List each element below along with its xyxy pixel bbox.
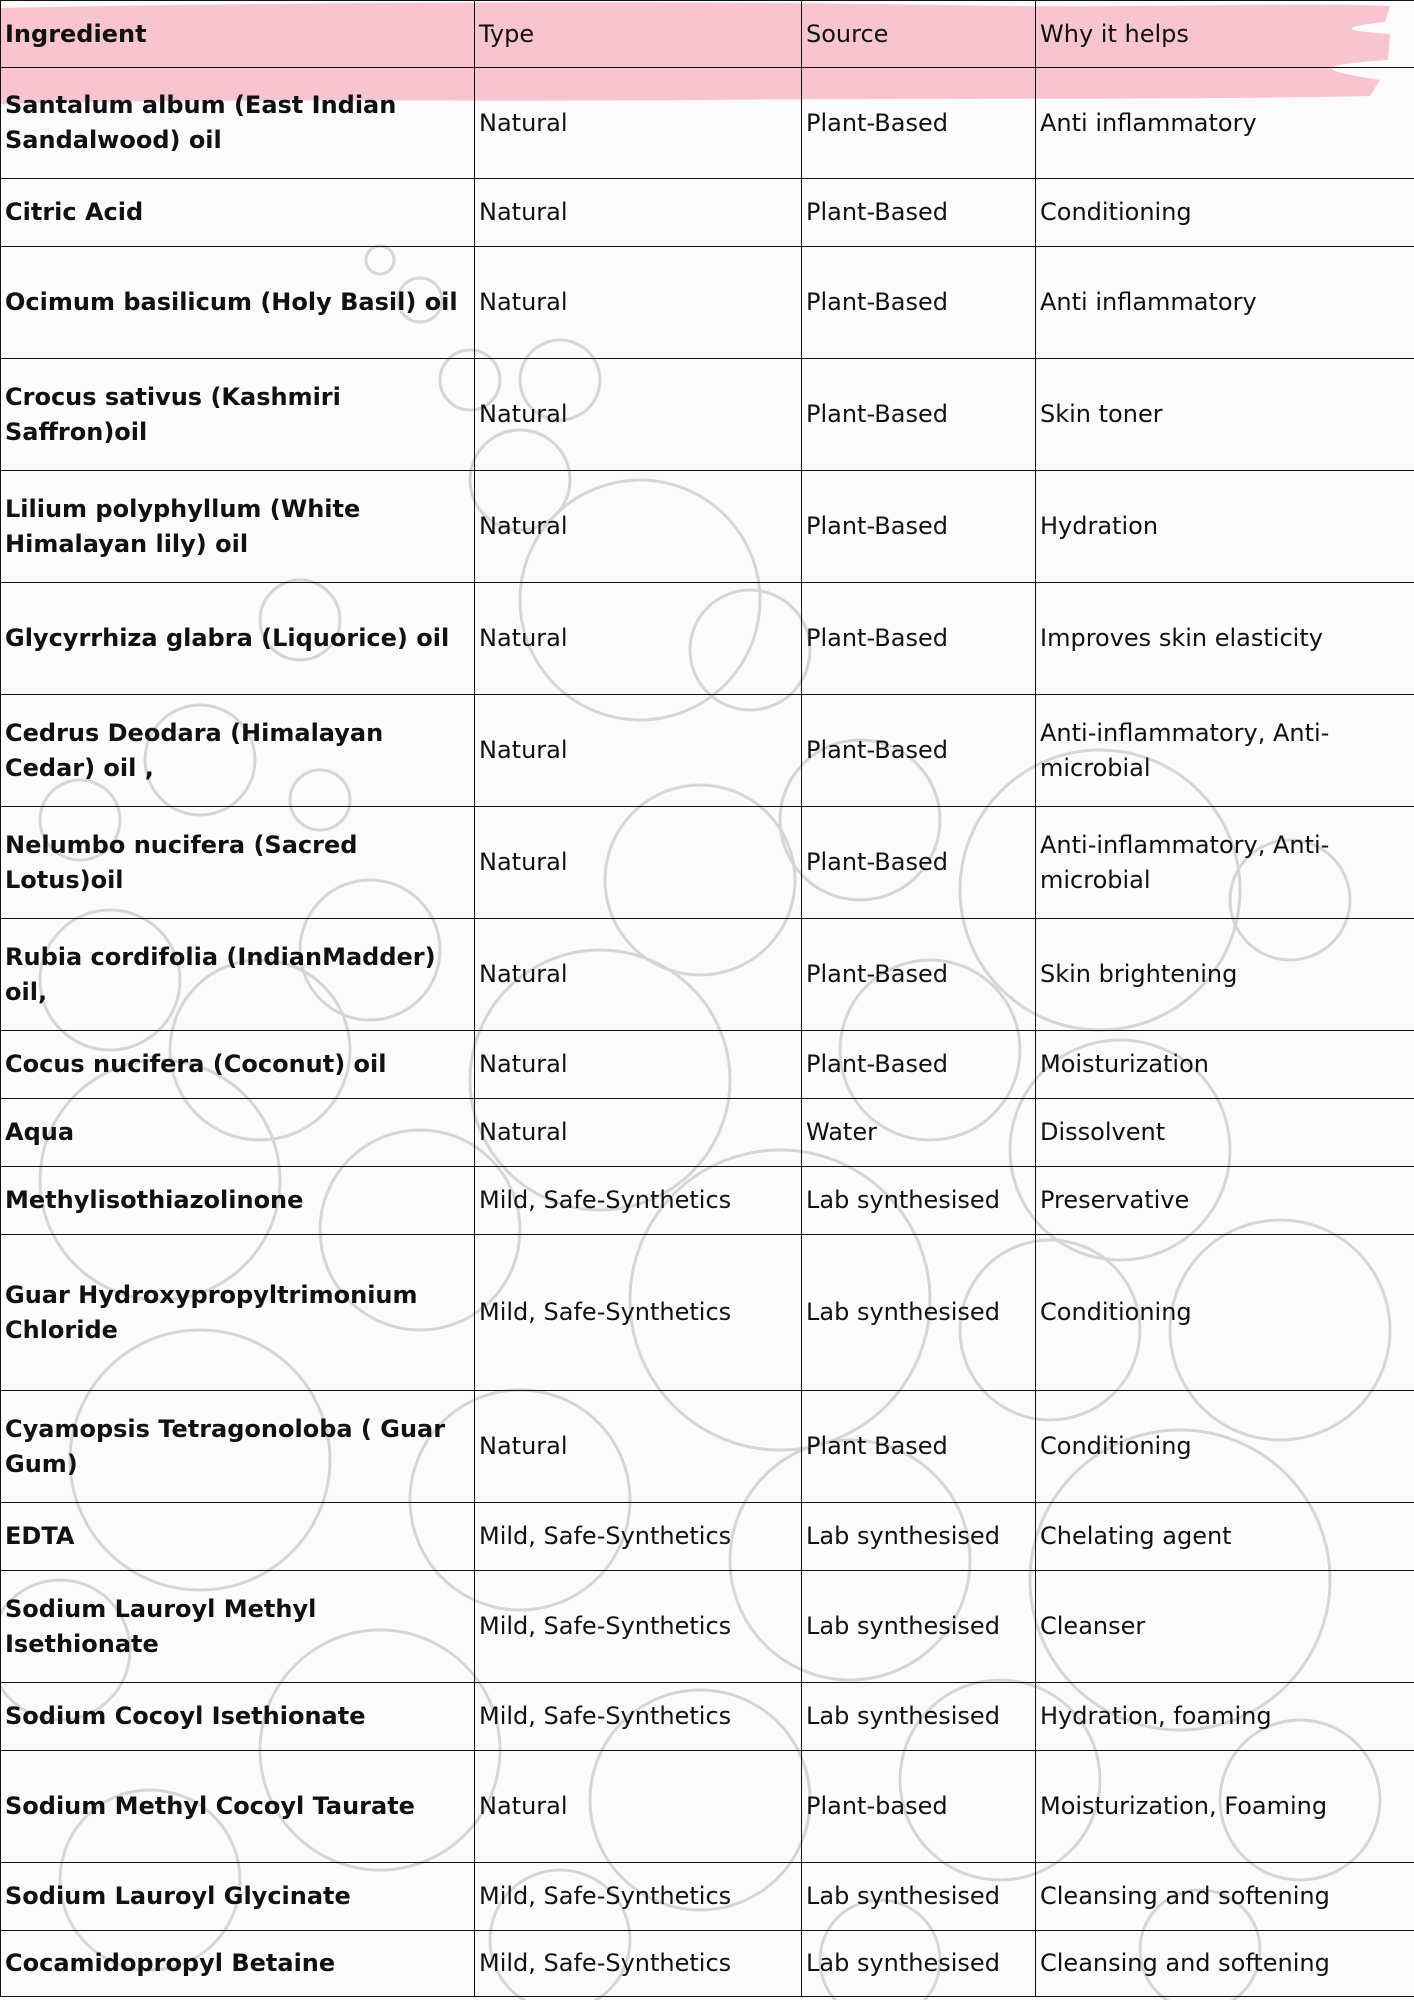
header-source: Source [802, 1, 1036, 68]
benefit-cell: Anti-inflammatory, Anti-microbial [1036, 807, 1414, 919]
source-cell: Plant Based [802, 1391, 1036, 1503]
benefit-cell: Conditioning [1036, 1235, 1414, 1391]
benefit-cell: Cleanser [1036, 1571, 1414, 1683]
table-row [1, 1751, 1414, 1863]
type-cell: Mild, Safe-Synthetics [475, 1503, 802, 1571]
header-ingredient: Ingredient [1, 1, 475, 68]
source-cell: Plant-Based [802, 695, 1036, 807]
benefit-cell: Cleansing and softening [1036, 1863, 1414, 1931]
ingredient-cell: Sodium Lauroyl Methyl Isethionate [1, 1571, 475, 1683]
table-row [1, 919, 1414, 1031]
source-cell: Water [802, 1099, 1036, 1167]
source-cell: Plant-Based [802, 471, 1036, 583]
benefit-cell: Anti-inflammatory, Anti-microbial [1036, 695, 1414, 807]
ingredient-cell: Methylisothiazolinone [1, 1167, 475, 1235]
table-row [1, 807, 1414, 919]
source-cell: Lab synthesised [802, 1503, 1036, 1571]
ingredient-cell: Crocus sativus (Kashmiri Saffron)oil [1, 359, 475, 471]
type-cell: Natural [475, 583, 802, 695]
benefit-cell: Cleansing and softening [1036, 1931, 1414, 1997]
source-cell: Plant-Based [802, 359, 1036, 471]
ingredient-cell: Rubia cordifolia (IndianMadder) oil, [1, 919, 475, 1031]
benefit-cell: Dissolvent [1036, 1099, 1414, 1167]
benefit-cell: Anti inflammatory [1036, 247, 1414, 359]
benefit-cell: Preservative [1036, 1167, 1414, 1235]
type-cell: Natural [475, 1099, 802, 1167]
type-cell: Natural [475, 1031, 802, 1099]
ingredient-cell: Cocamidopropyl Betaine [1, 1931, 475, 1997]
ingredient-cell: Guar Hydroxypropyltrimonium Chloride [1, 1235, 475, 1391]
ingredient-cell: Sodium Methyl Cocoyl Taurate [1, 1751, 475, 1863]
source-cell: Plant-Based [802, 68, 1036, 179]
type-cell: Mild, Safe-Synthetics [475, 1167, 802, 1235]
source-cell: Lab synthesised [802, 1931, 1036, 1997]
type-cell: Mild, Safe-Synthetics [475, 1931, 802, 1997]
type-cell: Natural [475, 179, 802, 247]
ingredient-cell: Ocimum basilicum (Holy Basil) oil [1, 247, 475, 359]
ingredient-cell: Nelumbo nucifera (Sacred Lotus)oil [1, 807, 475, 919]
ingredient-cell: Glycyrrhiza glabra (Liquorice) oil [1, 583, 475, 695]
source-cell: Plant-Based [802, 919, 1036, 1031]
table-row [1, 583, 1414, 695]
benefit-cell: Hydration, foaming [1036, 1683, 1414, 1751]
table-row [1, 471, 1414, 583]
table-row [1, 68, 1414, 179]
benefit-cell: Moisturization, Foaming [1036, 1751, 1414, 1863]
table-row [1, 247, 1414, 359]
type-cell: Natural [475, 919, 802, 1031]
type-cell: Natural [475, 471, 802, 583]
type-cell: Natural [475, 807, 802, 919]
table-row [1, 695, 1414, 807]
type-cell: Natural [475, 695, 802, 807]
source-cell: Lab synthesised [802, 1167, 1036, 1235]
type-cell: Natural [475, 1391, 802, 1503]
table-header-row [1, 1, 1414, 68]
benefit-cell: Conditioning [1036, 1391, 1414, 1503]
table-row [1, 1931, 1414, 1997]
table-row [1, 1031, 1414, 1099]
ingredient-cell: Cedrus Deodara (Himalayan Cedar) oil , [1, 695, 475, 807]
source-cell: Plant-Based [802, 1031, 1036, 1099]
table-row [1, 1683, 1414, 1751]
table-row [1, 1571, 1414, 1683]
type-cell: Natural [475, 247, 802, 359]
benefit-cell: Skin toner [1036, 359, 1414, 471]
ingredient-cell: Aqua [1, 1099, 475, 1167]
header-type: Type [475, 1, 802, 68]
type-cell: Natural [475, 1751, 802, 1863]
table-row [1, 179, 1414, 247]
type-cell: Mild, Safe-Synthetics [475, 1235, 802, 1391]
benefit-cell: Skin brightening [1036, 919, 1414, 1031]
ingredient-cell: Cyamopsis Tetragonoloba ( Guar Gum) [1, 1391, 475, 1503]
source-cell: Plant-Based [802, 247, 1036, 359]
type-cell: Mild, Safe-Synthetics [475, 1571, 802, 1683]
table-row [1, 359, 1414, 471]
ingredient-cell: Sodium Cocoyl Isethionate [1, 1683, 475, 1751]
benefit-cell: Moisturization [1036, 1031, 1414, 1099]
ingredient-cell: Cocus nucifera (Coconut) oil [1, 1031, 475, 1099]
ingredient-cell: Lilium polyphyllum (White Himalayan lily) oil [1, 471, 475, 583]
benefit-cell: Anti inflammatory [1036, 68, 1414, 179]
source-cell: Plant-Based [802, 807, 1036, 919]
ingredient-cell: Citric Acid [1, 179, 475, 247]
source-cell: Plant-based [802, 1751, 1036, 1863]
source-cell: Lab synthesised [802, 1571, 1036, 1683]
table-row [1, 1167, 1414, 1235]
source-cell: Lab synthesised [802, 1235, 1036, 1391]
type-cell: Mild, Safe-Synthetics [475, 1863, 802, 1931]
ingredient-cell: Santalum album (East Indian Sandalwood) oil [1, 68, 475, 179]
source-cell: Plant-Based [802, 583, 1036, 695]
source-cell: Lab synthesised [802, 1683, 1036, 1751]
type-cell: Natural [475, 68, 802, 179]
table-row [1, 1099, 1414, 1167]
table-row [1, 1235, 1414, 1391]
benefit-cell: Hydration [1036, 471, 1414, 583]
table-row [1, 1391, 1414, 1503]
table-row [1, 1863, 1414, 1931]
type-cell: Natural [475, 359, 802, 471]
source-cell: Plant-Based [802, 179, 1036, 247]
ingredient-cell: EDTA [1, 1503, 475, 1571]
type-cell: Mild, Safe-Synthetics [475, 1683, 802, 1751]
source-cell: Lab synthesised [802, 1863, 1036, 1931]
header-why-it-helps: Why it helps [1036, 1, 1414, 68]
benefit-cell: Improves skin elasticity [1036, 583, 1414, 695]
benefit-cell: Conditioning [1036, 179, 1414, 247]
benefit-cell: Chelating agent [1036, 1503, 1414, 1571]
ingredient-cell: Sodium Lauroyl Glycinate [1, 1863, 475, 1931]
table-row [1, 1503, 1414, 1571]
